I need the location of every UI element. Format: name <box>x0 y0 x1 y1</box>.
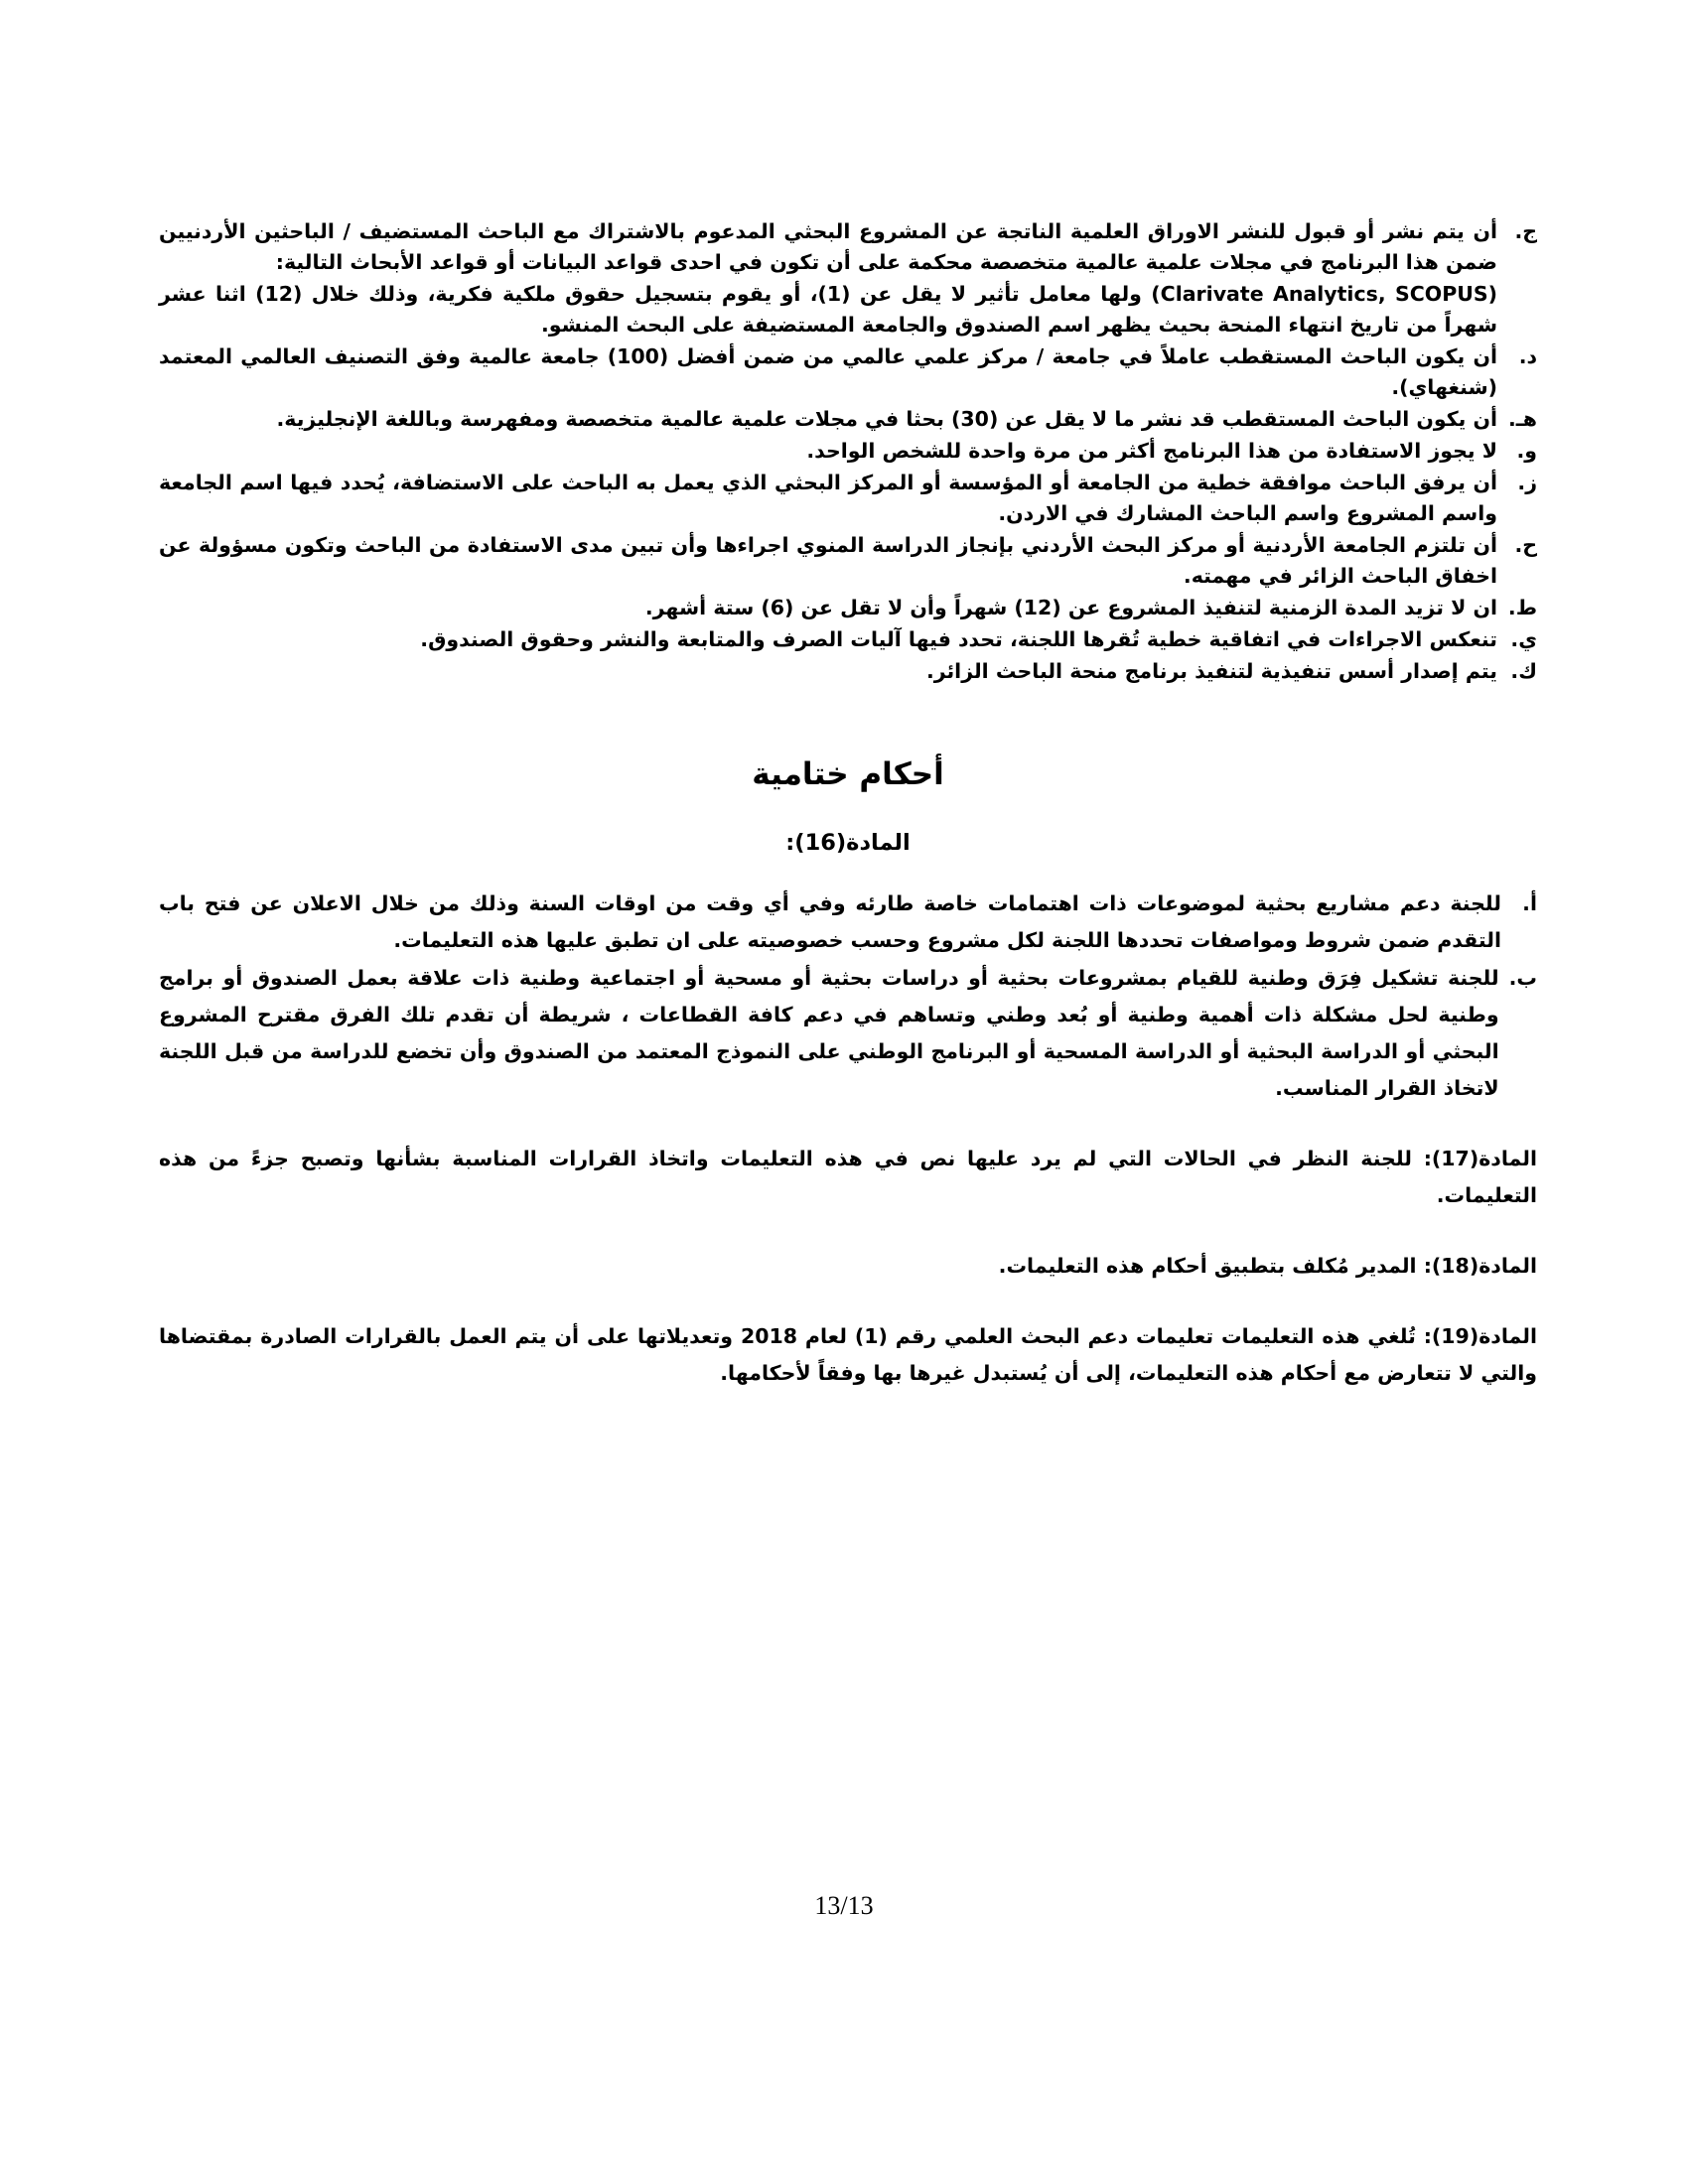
list-item-text: أن تلتزم الجامعة الأردنية أو مركز البحث الأردني بإنجاز الدراسة المنوي اجراءها وأن تبين مدى الاستفادة من الباحث وتكون مسؤولة عن اخفاق الباحث الزائر في مهمته. <box>159 533 1497 588</box>
page-content <box>159 216 1537 1392</box>
list-item <box>159 624 1537 655</box>
list-item <box>159 886 1537 959</box>
list-marker: أ. <box>1522 891 1537 915</box>
article-18-text: المدير مُكلف بتطبيق أحكام هذه التعليمات. <box>998 1254 1424 1278</box>
list-item <box>159 404 1537 435</box>
article-16-title: المادة(16): <box>785 830 911 856</box>
list-item <box>159 593 1537 623</box>
list-item <box>159 960 1537 1107</box>
list-marker: ب. <box>1508 966 1537 990</box>
list-item-text: للجنة تشكيل فِرَق وطنية للقيام بمشروعات بحثية أو دراسات بحثية أو مسحية أو اجتماعية وطنية ذات علاقة بعمل الصندوق أو برامج وطنية لحل مشكلة ذات أهمية وطنية أو بُعد وطني وتساهم في دعم كافة القطاعات ، شريطة أن تقدم تلك الفرق مقترح المشروع البحثي أو الدراسة البحثية أو الدراسة المسحية أو البرنامج الوطني على النموذج المعتمد من الصندوق وأن تخضع للدراسة من قبل اللجنة لاتخاذ القرار المناسب. <box>159 966 1499 1100</box>
list-marker: ط. <box>1507 596 1537 619</box>
section-heading-final-provisions: أحكام ختامية <box>752 756 944 792</box>
list-item-text: أن يكون الباحث المستقطب عاملاً في جامعة / مركز علمي عالمي من ضمن أفضل (100) جامعة عالمية وفق التصنيف العالمي المعتمد (شنغهاي). <box>159 344 1498 399</box>
list-item <box>159 468 1537 529</box>
article-18-label: المادة(18): <box>1423 1254 1537 1278</box>
list-item <box>159 656 1537 687</box>
list-marker: ح. <box>1514 533 1537 557</box>
list-marker: و. <box>1516 439 1537 463</box>
list-item <box>159 216 1537 278</box>
list-item-text: لا يجوز الاستفادة من هذا البرنامج أكثر من مرة واحدة للشخص الواحد. <box>806 439 1497 463</box>
list-item-text: ان لا تزيد المدة الزمنية لتنفيذ المشروع عن (12) شهراً وأن لا تقل عن (6) ستة أشهر. <box>644 596 1497 619</box>
article-17-text: للجنة النظر في الحالات التي لم يرد عليها نص في هذه التعليمات واتخاذ القرارات المناسبة بشأنها وتصبح جزءً من هذه التعليمات. <box>159 1147 1537 1207</box>
article-19-text: تُلغي هذه التعليمات تعليمات دعم البحث العلمي رقم (1) لعام 2018 وتعديلاتها على أن يتم العمل بالقرارات الصادرة بمقتضاها والتي لا تتعارض مع أحكام هذه التعليمات، إلى أن يُستبدل غيرها بها وفقاً لأحكامها. <box>159 1324 1537 1385</box>
list-item-text: أن يتم نشر أو قبول للنشر الاوراق العلمية الناتجة عن المشروع البحثي المدعوم بالاشتراك مع الباحث المستضيف / الباحثين الأردنيين ضمن هذا البرنامج في مجلات علمية عالمية متخصصة محكمة على أن تكون في احدى قواعد البيانات أو قواعد الأبحاث التالية: <box>159 219 1497 274</box>
list-item <box>159 279 1537 341</box>
list-item-text: للجنة دعم مشاريع بحثية لموضوعات ذات اهتمامات خاصة طارئه وفي أي وقت من اوقات السنة وذلك من خلال الاعلان عن فتح باب التقدم ضمن شروط ومواصفات تحددها اللجنة لكل مشروع وحسب خصوصيته على ان تطبق عليها هذه التعليمات. <box>159 891 1501 952</box>
list-item <box>159 530 1537 592</box>
article-16-list <box>159 886 1537 1107</box>
list-item-text: يتم إصدار أسس تنفيذية لتنفيذ برنامج منحة الباحث الزائر. <box>925 659 1497 683</box>
list-item-text: (Clarivate Analytics, SCOPUS) ولها معامل تأثير لا يقل عن (1)، أو يقوم بتسجيل حقوق ملكية فكرية، وذلك خلال (12) اثنا عشر شهراً من تاريخ انتهاء المنحة بحيث يظهر اسم الصندوق والجامعة المستضيفة على البحث المنشو. <box>159 282 1498 337</box>
list-marker: هـ. <box>1507 407 1537 431</box>
list-item-text: أن يرفق الباحث موافقة خطية من الجامعة أو المؤسسة أو المركز البحثي الذي يعمل به الباحث على الاستضافة، يُحدد فيها اسم الجامعة واسم المشروع واسم الباحث المشارك في الاردن. <box>159 471 1497 525</box>
list-marker: ج. <box>1514 219 1537 243</box>
list-item <box>159 341 1537 403</box>
list-marker: ي. <box>1510 627 1537 651</box>
article-17-block <box>159 1141 1537 1214</box>
article-18-block <box>159 1248 1537 1285</box>
conditions-list <box>159 216 1537 687</box>
list-marker: ز. <box>1517 471 1537 494</box>
list-marker: د. <box>1518 344 1537 368</box>
article-19-block <box>159 1318 1537 1392</box>
list-item-text: أن يكون الباحث المستقطب قد نشر ما لا يقل عن (30) بحثا في مجلات علمية عالمية متخصصة ومفهرسة وباللغة الإنجليزية. <box>276 407 1497 431</box>
list-item <box>159 436 1537 467</box>
article-17-label: المادة(17): <box>1423 1147 1537 1170</box>
list-item-text: تنعكس الاجراءات في اتفاقية خطية تُقرها اللجنة، تحدد فيها آليات الصرف والمتابعة والنشر وحقوق الصندوق. <box>420 627 1497 651</box>
list-marker: ك. <box>1510 659 1537 683</box>
article-19-label: المادة(19): <box>1423 1324 1537 1348</box>
page-number-footer: 13/13 <box>814 1891 874 1920</box>
